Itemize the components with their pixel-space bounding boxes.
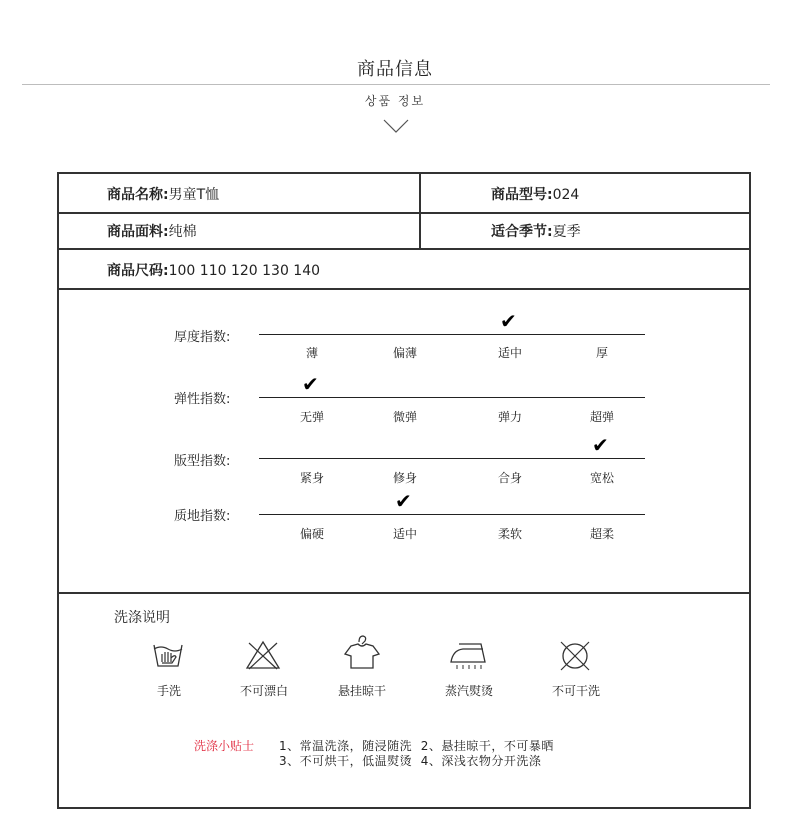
product-model-label: 商品型号: [491,187,553,203]
elasticity-index-label: 弹性指数: [174,392,231,407]
product-fabric-value: 纯棉 [168,224,197,240]
texture-option: 适中 [392,527,417,541]
section-divider [59,592,749,594]
fit-index-line [259,458,645,459]
fit-check-icon: ✔ [592,433,609,457]
texture-option: 偏硬 [299,527,324,541]
texture-index-label: 质地指数: [174,509,231,524]
hang-dry-icon [343,634,381,670]
elasticity-option: 弹力 [497,410,522,424]
product-name-value: 男童T恤 [168,187,220,203]
product-info-box [57,172,751,809]
page-subtitle: 상품 정보 [364,94,426,108]
fit-option: 合身 [497,471,522,485]
row-divider [59,248,749,250]
wash-label: 蒸汽熨烫 [444,684,493,698]
tips-line: 1、常温洗涤，随浸随洗 2、悬挂晾干，不可暴晒 [279,739,554,753]
thickness-check-icon: ✔ [500,309,517,333]
fit-option: 修身 [392,471,417,485]
thickness-option: 偏薄 [392,346,417,360]
product-size-value: 100 110 120 130 140 [168,263,321,279]
page-title: 商品信息 [357,59,433,80]
steam-iron-icon [447,640,491,670]
texture-option: 柔软 [497,527,522,541]
elasticity-check-icon: ✔ [302,372,319,396]
product-name-label: 商品名称: [107,187,169,203]
product-season [491,221,581,241]
texture-check-icon: ✔ [395,489,412,513]
elasticity-option: 无弹 [299,410,324,424]
product-season-label: 适合季节: [491,224,553,240]
elasticity-index-line [259,397,645,398]
wash-label: 手洗 [156,684,181,698]
thickness-option: 薄 [305,346,318,360]
wash-title: 洗涤说明 [114,610,170,626]
row-divider [59,288,749,290]
fit-option: 紧身 [299,471,324,485]
product-name [107,184,219,204]
wash-label: 不可漂白 [239,684,288,698]
elasticity-option: 超弹 [589,410,614,424]
product-season-value: 夏季 [552,224,581,240]
product-size [107,260,320,280]
thickness-option: 厚 [595,346,608,360]
wash-label: 不可干洗 [551,684,600,698]
thickness-option: 适中 [497,346,522,360]
fit-option: 宽松 [589,471,614,485]
title-divider [22,84,770,85]
product-model [491,184,579,204]
product-model-value: 024 [552,187,580,203]
texture-index-line [259,514,645,515]
fit-index-label: 版型指数: [174,454,231,469]
texture-option: 超柔 [589,527,614,541]
tips-line: 3、不可烘干，低温熨烫 4、深浅衣物分开洗涤 [279,754,542,768]
col-divider [419,174,421,248]
thickness-index-line [259,334,645,335]
tips-title: 洗涤小贴士 [194,739,255,753]
no-dry-clean-icon [558,640,592,672]
product-fabric [107,221,197,241]
hand-wash-icon [152,640,184,668]
wash-label: 悬挂晾干 [337,684,386,698]
no-bleach-icon [245,640,281,670]
row-divider [59,212,749,214]
elasticity-option: 微弹 [392,410,417,424]
chevron-down-icon [383,118,409,134]
thickness-index-label: 厚度指数: [174,330,231,345]
product-size-label: 商品尺码: [107,263,169,279]
product-fabric-label: 商品面料: [107,224,169,240]
